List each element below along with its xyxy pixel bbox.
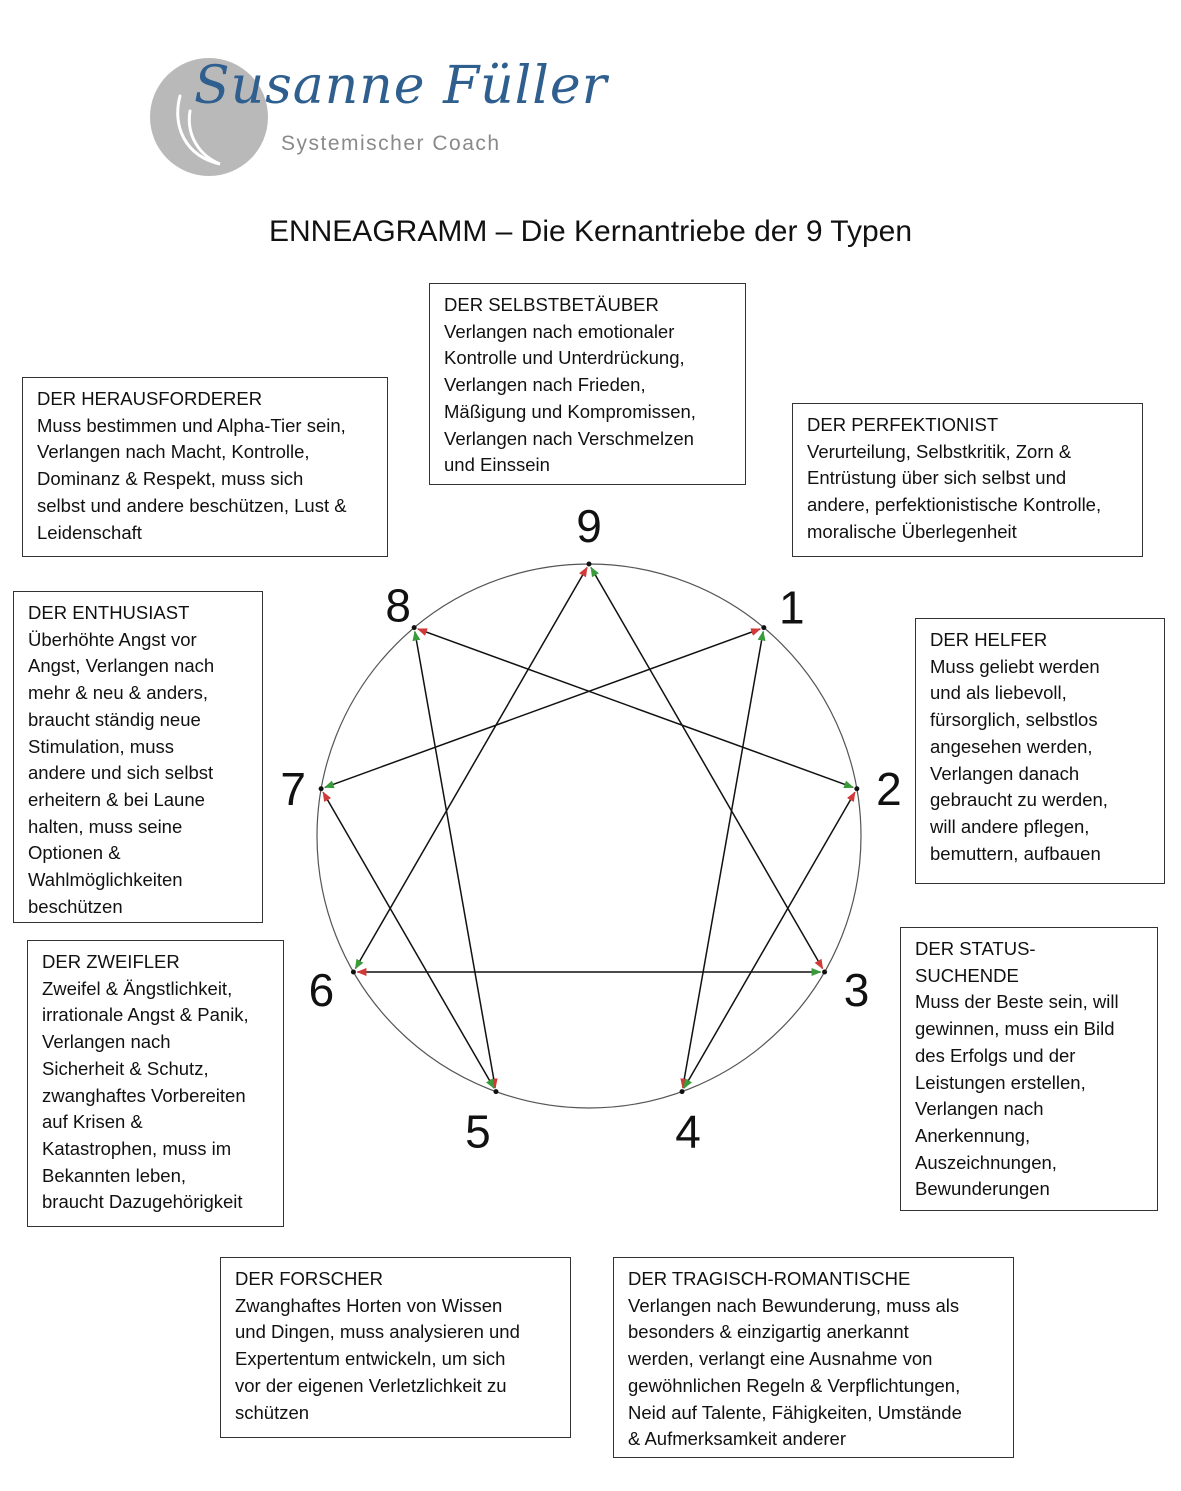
- type-box-7: [13, 591, 263, 923]
- arrow-8-to-5: [415, 632, 495, 1088]
- number-label-6: 6: [308, 964, 335, 1016]
- type-6-text: Zweifel & Ängstlichkeit, irrationale Angst & Panik, Verlangen nach Sicherheit & Schutz, zwanghaftes Vorbereiten auf Krisen & Katastrophen, muss im Bekannten leben, braucht Dazugehörigkeit: [42, 977, 249, 1213]
- page-title: ENNEAGRAMM – Die Kernantriebe der 9 Typen: [268, 215, 913, 248]
- type-2-text: Muss geliebt werden und als liebevoll, fürsorglich, selbstlos angesehen werden, Verlangen danach gebraucht zu werden, will andere pflegen, bemuttern, aufbauen: [930, 655, 1108, 864]
- arrow-2-to-8: [418, 629, 853, 787]
- type-1-heading: DER PERFEKTIONIST: [807, 414, 999, 435]
- number-label-4: 4: [675, 1105, 701, 1158]
- type-4-heading: DER TRAGISCH-ROMANTISCHE: [628, 1268, 911, 1289]
- type-box-1: [792, 403, 1143, 557]
- logo-name: Susanne Füller: [194, 56, 608, 116]
- type-3-heading: DER STATUS- SUCHENDE: [915, 938, 1036, 986]
- enneagram-circle: [317, 564, 861, 1108]
- type-4-text: Verlangen nach Bewunderung, muss als besonders & einzigartig anerkannt werden, verlangt eine Ausnahme von gewöhnlichen Regeln & Verpflichtungen, Neid auf Talente, Fähigkeiten, Umstände & Aufmerksamkeit anderer: [628, 1294, 962, 1450]
- point-6: [351, 970, 356, 975]
- type-2-heading: DER HELFER: [930, 629, 1048, 650]
- type-8-text: Muss bestimmen und Alpha-Tier sein, Verlangen nach Macht, Kontrolle, Dominanz & Respekt, muss sich selbst und andere beschützen, Lust & Leidenschaft: [37, 414, 347, 543]
- type-box-9: [429, 283, 746, 485]
- point-7: [319, 786, 324, 791]
- type-5-text: Zwanghaftes Horten von Wissen und Dingen, muss analysieren und Expertentum entwickeln, um sich vor der eigenen Verletzlichkeit zu schützen: [235, 1294, 520, 1423]
- type-box-3: [900, 927, 1158, 1211]
- logo-subtitle: Systemischer Coach: [281, 132, 501, 155]
- number-label-1: 1: [779, 581, 805, 634]
- type-box-6: [27, 940, 284, 1227]
- type-9-text: Verlangen nach emotionaler Kontrolle und Unterdrückung, Verlangen nach Frieden, Mäßigung und Kompromissen, Verlangen nach Verschmelzen und Einssein: [444, 320, 696, 476]
- type-box-5: [220, 1257, 571, 1438]
- point-8: [412, 625, 417, 630]
- type-7-heading: DER ENTHUSIAST: [28, 602, 190, 623]
- point-4: [680, 1089, 685, 1094]
- number-label-5: 5: [465, 1105, 491, 1158]
- type-9-heading: DER SELBSTBETÄUBER: [444, 294, 659, 315]
- type-6-heading: DER ZWEIFLER: [42, 951, 180, 972]
- type-box-4: [613, 1257, 1014, 1458]
- point-2: [854, 786, 859, 791]
- type-1-text: Verurteilung, Selbstkritik, Zorn & Entrüstung über sich selbst und andere, perfektionistische Kontrolle, moralische Überlegenheit: [807, 440, 1102, 542]
- number-label-3: 3: [843, 964, 870, 1016]
- type-5-heading: DER FORSCHER: [235, 1268, 384, 1289]
- type-box-2: [915, 618, 1165, 884]
- arrow-1-to-4: [683, 632, 763, 1088]
- type-box-8: [22, 377, 388, 557]
- point-1: [761, 625, 766, 630]
- number-label-2: 2: [876, 762, 902, 815]
- point-9: [587, 562, 592, 567]
- number-label-7: 7: [280, 762, 306, 815]
- arrow-5-to-7: [323, 792, 494, 1088]
- number-label-9: 9: [576, 500, 602, 552]
- type-8-heading: DER HERAUSFORDERER: [37, 388, 263, 409]
- number-label-8: 8: [385, 579, 411, 632]
- point-3: [822, 970, 827, 975]
- arrow-7-to-1: [325, 629, 760, 787]
- arrow-4-to-2: [684, 792, 855, 1088]
- type-3-text: Muss der Beste sein, will gewinnen, muss ein Bild des Erfolgs und der Leistungen erstellen, Verlangen nach Anerkennung, Auszeichnungen, Bewunderungen: [915, 991, 1119, 1200]
- point-5: [493, 1089, 498, 1094]
- type-7-text: Überhöhte Angst vor Angst, Verlangen nach mehr & neu & anders, braucht ständig neue Stimulation, muss andere und sich selbst erheitern & bei Laune halten, muss seine Optionen & Wahlmöglichkeiten beschützen: [28, 628, 215, 917]
